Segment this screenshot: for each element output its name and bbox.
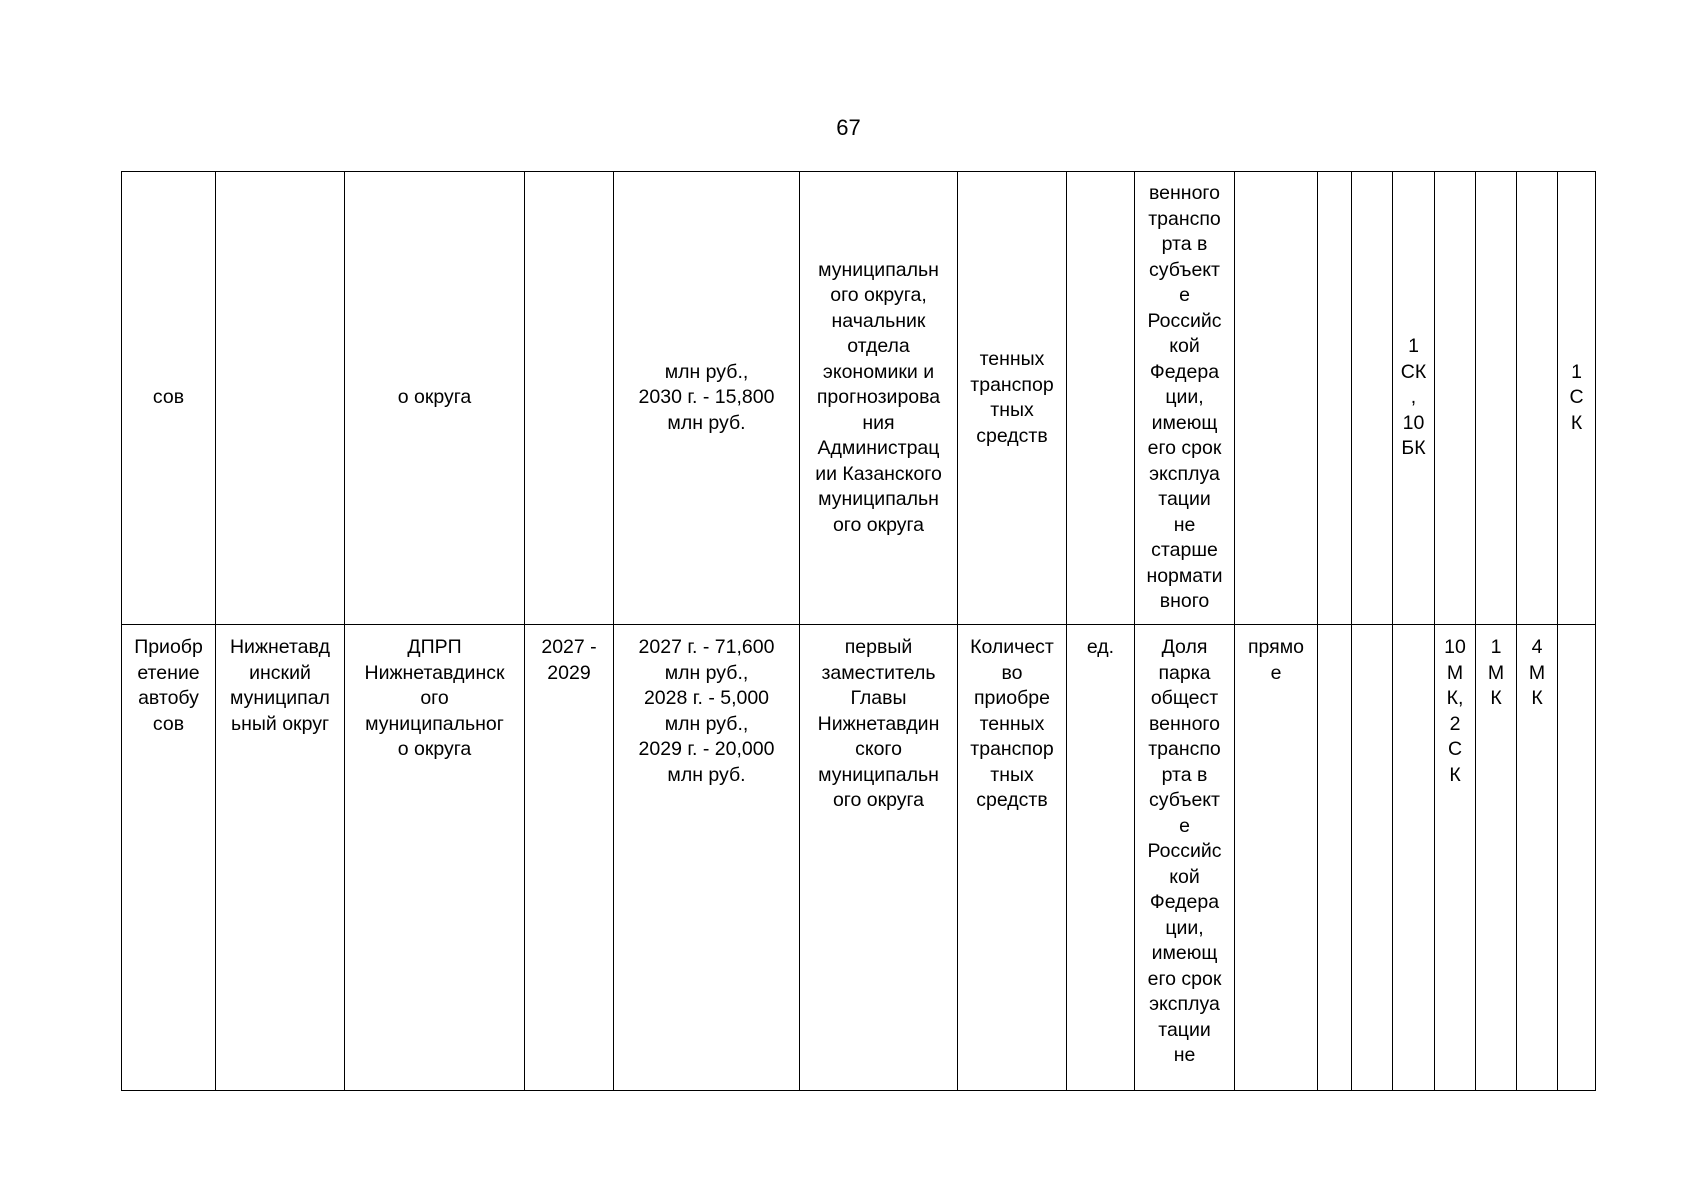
table-cell xyxy=(1318,625,1352,1091)
table-cell: прямо е xyxy=(1235,625,1318,1091)
table-cell: Нижнетавд инский муниципал ьный округ xyxy=(216,625,345,1091)
table-cell: 2027 - 2029 xyxy=(525,625,614,1091)
table-cell xyxy=(1318,172,1352,625)
table-cell: тенных транспор тных средств xyxy=(958,172,1067,625)
table-cell: 2027 г. - 71,600 млн руб., 2028 г. - 5,000 млн руб., 2029 г. - 20,000 млн руб. xyxy=(614,625,800,1091)
table-cell: ДПРП Нижнетавдинск ого муниципальног о округа xyxy=(345,625,525,1091)
table-cell: млн руб., 2030 г. - 15,800 млн руб. xyxy=(614,172,800,625)
table-cell xyxy=(216,172,345,625)
table-cell: венного транспо рта в субъект е Российс кой Федера ции, имеющ его срок эксплуа тации не старше нормати вного xyxy=(1135,172,1235,625)
table-cell: Приобр етение автобу сов xyxy=(122,625,216,1091)
table-cell: 4 М К xyxy=(1517,625,1558,1091)
table-cell xyxy=(1558,625,1596,1091)
table-row xyxy=(122,625,1596,1091)
table-cell xyxy=(525,172,614,625)
table-cell xyxy=(1352,172,1393,625)
table-cell: Доля парка общест венного транспо рта в субъект е Российс кой Федера ции, имеющ его срок эксплуа тации не xyxy=(1135,625,1235,1091)
table-cell: о округа xyxy=(345,172,525,625)
table-cell: 10 М К, 2 С К xyxy=(1435,625,1476,1091)
table-cell xyxy=(1435,172,1476,625)
table-cell: муниципальн ого округа, начальник отдела экономики и прогнозирова ния Администрац ии Казанского муниципальн ого округа xyxy=(800,172,958,625)
table-cell xyxy=(1352,625,1393,1091)
table-cell: первый заместитель Главы Нижнетавдин ского муниципальн ого округа xyxy=(800,625,958,1091)
table-cell xyxy=(1393,625,1435,1091)
table-cell: Количест во приобре тенных транспор тных средств xyxy=(958,625,1067,1091)
table-cell xyxy=(1476,172,1517,625)
program-table xyxy=(121,171,1596,1091)
page-number: 67 xyxy=(836,115,861,140)
table-cell: ед. xyxy=(1067,625,1135,1091)
table-cell xyxy=(1067,172,1135,625)
table-cell: 1 М К xyxy=(1476,625,1517,1091)
table-cell: сов xyxy=(122,172,216,625)
table-cell: 1 СК , 10 БК xyxy=(1393,172,1435,625)
table-row xyxy=(122,172,1596,625)
table-cell xyxy=(1235,172,1318,625)
table-cell xyxy=(1517,172,1558,625)
table-cell: 1 С К xyxy=(1558,172,1596,625)
